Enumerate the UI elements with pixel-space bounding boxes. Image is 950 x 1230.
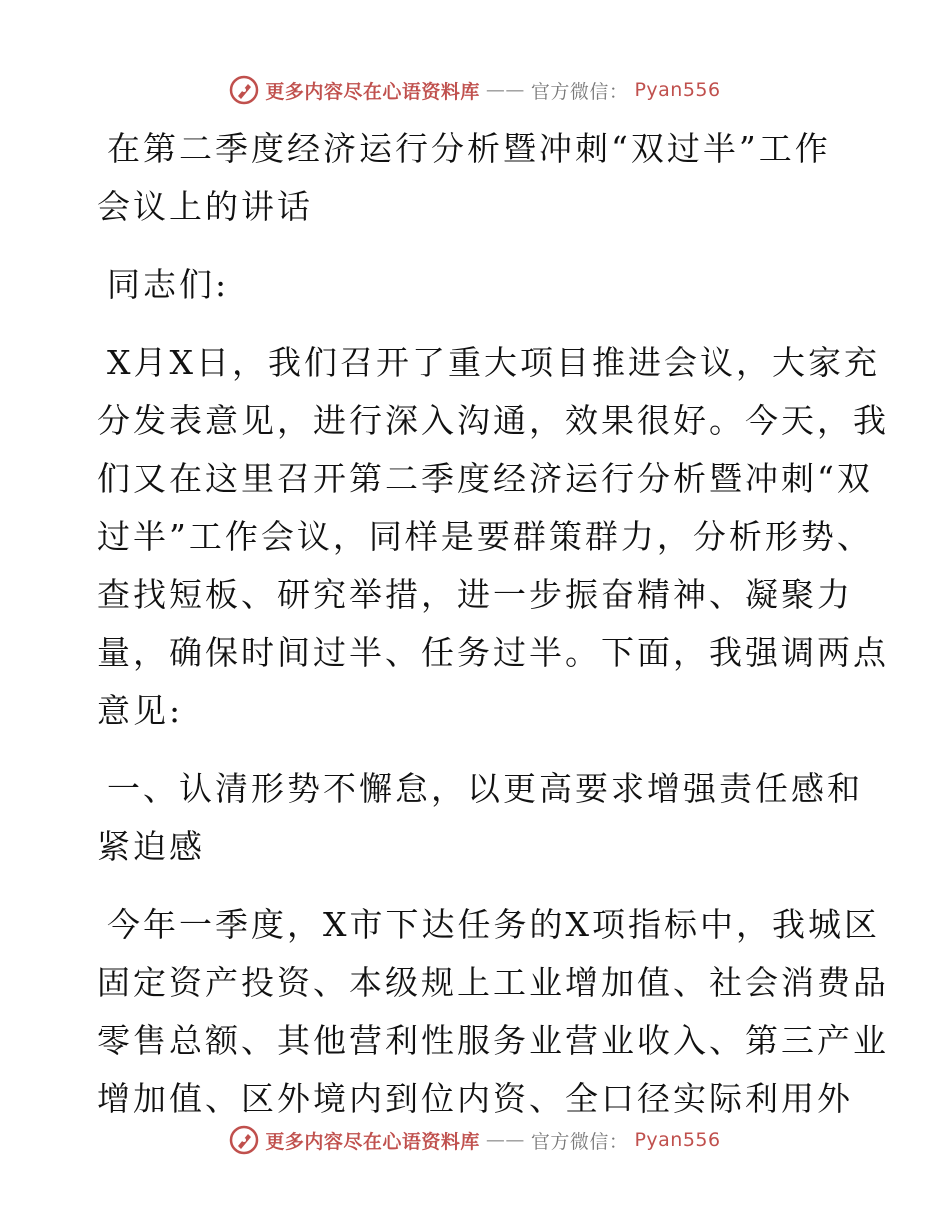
paragraph2-line: 固定资产投资、本级规上工业增加值、社会消费品 <box>97 963 889 1002</box>
paragraph1-line: 量，确保时间过半、任务过半。下面，我强调两点 <box>97 633 889 672</box>
watermark-dash: —— <box>485 1129 525 1151</box>
watermark-handle: Pyan556 <box>634 1129 721 1151</box>
paragraph2-line: 零售总额、其他营利性服务业营业收入、第三产业 <box>97 1021 889 1060</box>
watermark-label: 官方微信： <box>530 1130 629 1153</box>
watermark-brand: 更多内容尽在心语资料库 <box>265 80 480 103</box>
watermark-footer <box>0 1122 950 1158</box>
paragraph2-line: 增加值、区外境内到位内资、全口径实际利用外 <box>97 1079 853 1118</box>
section-heading-1: 一、认清形势不懈怠，以更高要求增强责任感和 <box>107 769 863 808</box>
section-heading-1-cont: 紧迫感 <box>97 827 205 866</box>
paragraph1-line: X月X日，我们召开了重大项目推进会议，大家充 <box>107 343 880 382</box>
paragraph1-line: 过半”工作会议，同样是要群策群力，分析形势、 <box>97 517 873 556</box>
paragraph1-line: 分发表意见，进行深入沟通，效果很好。今天，我 <box>97 401 889 440</box>
watermark-handle: Pyan556 <box>634 79 721 101</box>
watermark-header <box>0 72 950 108</box>
salutation: 同志们: <box>107 265 230 304</box>
paragraph1-line: 们又在这里召开第二季度经济运行分析暨冲刺“双 <box>97 459 873 498</box>
document-body <box>97 120 889 1128</box>
watermark-label: 官方微信： <box>530 80 629 103</box>
pen-circle-logo-icon <box>229 1125 259 1155</box>
paragraph1-line: 意见: <box>97 691 184 730</box>
watermark-brand: 更多内容尽在心语资料库 <box>265 1130 480 1153</box>
paragraph2-line: 今年一季度，X市下达任务的X项指标中，我城区 <box>107 905 880 944</box>
paragraph1-line: 查找短板、研究举措，进一步振奋精神、凝聚力 <box>97 575 853 614</box>
pen-circle-logo-icon <box>229 75 259 105</box>
title-line-1: 在第二季度经济运行分析暨冲刺“双过半”工作 <box>107 129 831 168</box>
title-line-2: 会议上的讲话 <box>97 187 313 226</box>
watermark-dash: —— <box>485 79 525 101</box>
